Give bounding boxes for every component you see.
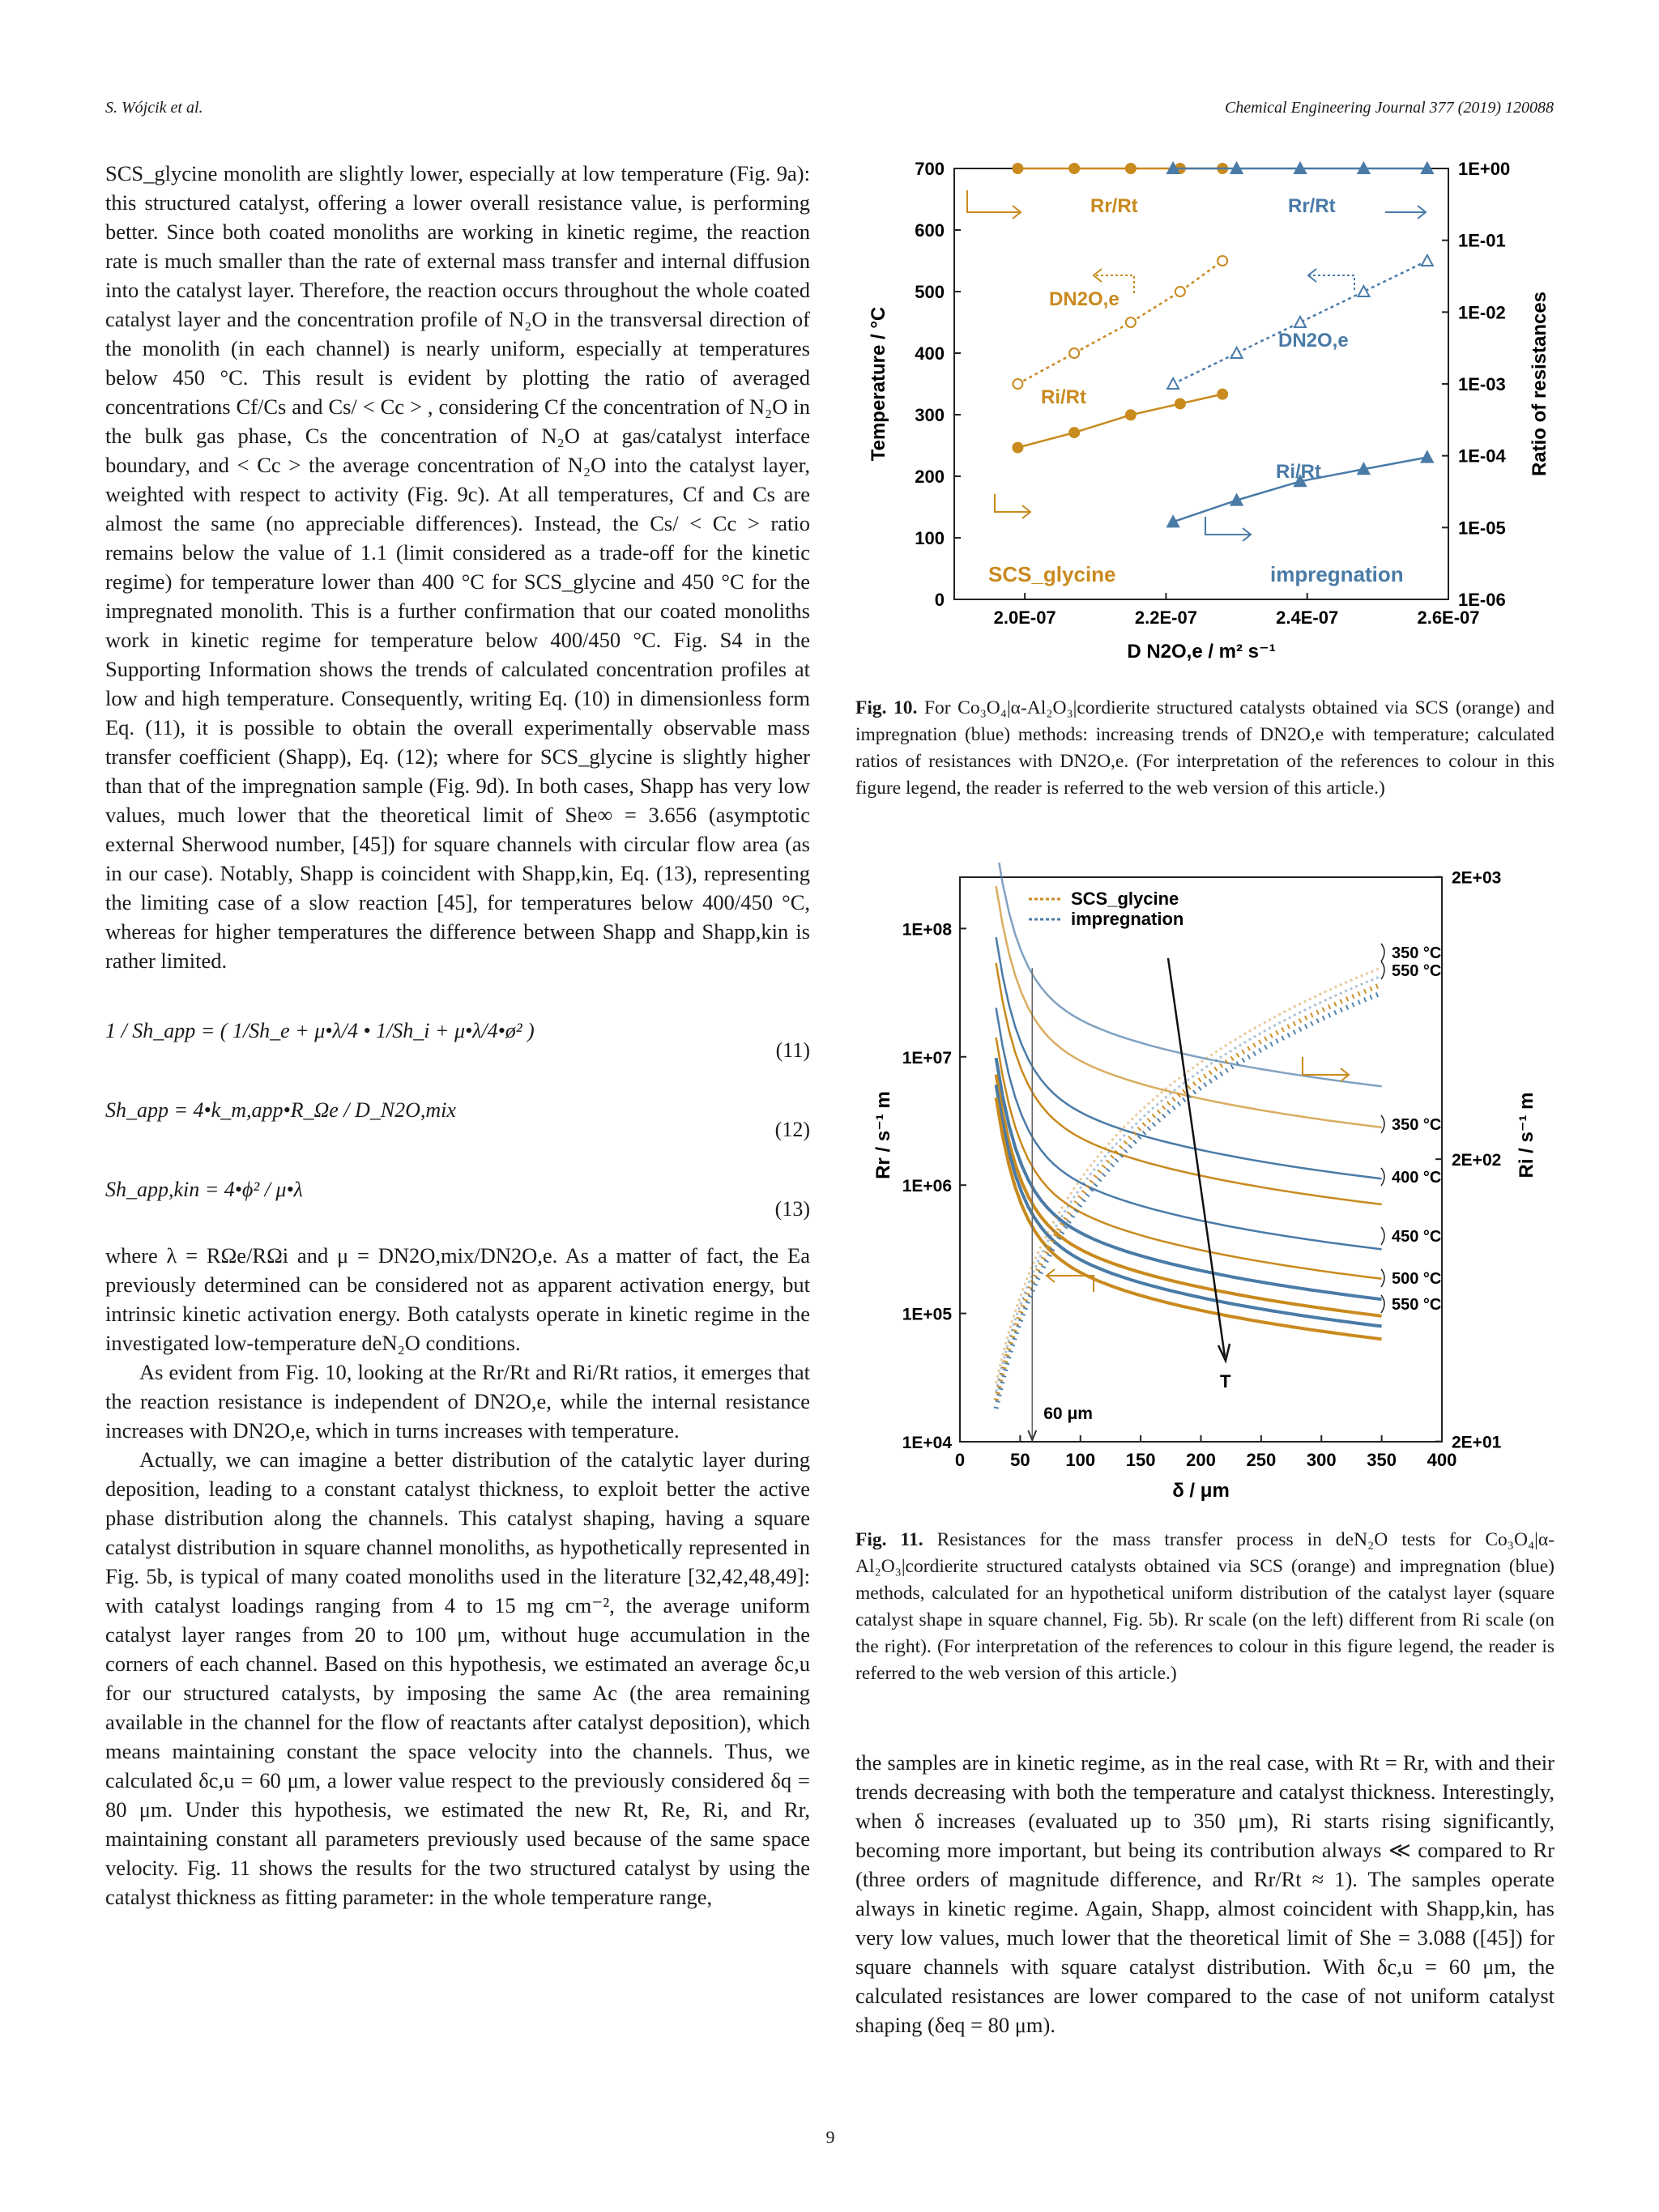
series-line xyxy=(1017,261,1222,384)
fig10-caption-text: For Co₃O₄|α-Al₂O₃|cordierite structured catalysts obtained via SCS (orange) and impregnation (blue) methods: increasing trends of DN2O,e with temperature; calculated ratios of resistances with DN2O,e. (For interpretation of the references to colour in this figure legend, the reader is referred to the web version of this article.) xyxy=(855,697,1555,799)
x-tick-label: 2.0E-07 xyxy=(993,607,1056,628)
chart-annotation: Ri/Rt xyxy=(1041,386,1086,408)
y-left-tick-label: 1E+04 xyxy=(902,1434,952,1452)
data-point xyxy=(1069,428,1079,437)
x-tick-label: 2.4E-07 xyxy=(1276,607,1339,628)
x-tick-label: 100 xyxy=(1065,1450,1096,1470)
y-right-tick-label: 1E-04 xyxy=(1458,445,1506,467)
chart-annotation: DN2O,e xyxy=(1278,330,1349,352)
equation-13 xyxy=(105,1150,810,1230)
temperature-label: 350 °C xyxy=(1392,944,1442,962)
rr-curve xyxy=(996,1085,1382,1326)
fig11-caption-text: Resistances for the mass transfer process in deN₂O tests for Co₃O₄|α-Al₂O₃|cordierite structured catalysts obtained via SCS (orange) and impregnation (blue) methods, calculated for an hypothetical uniform distribution of the catalyst layer (square catalyst shape in square channel, Fig. 5b). Rr scale (on the left) different from Ri scale (on the right). (For interpretation of the references to colour in this figure legend, the reader is referred to the web version of this article.) xyxy=(855,1529,1555,1684)
x-tick-label: 300 xyxy=(1306,1450,1337,1470)
y-left-axis-label: Rr / s⁻¹ m xyxy=(872,1091,894,1179)
y-right-tick-label: 2E+01 xyxy=(1452,1433,1502,1452)
data-point xyxy=(1231,347,1243,358)
label-brace xyxy=(1381,1227,1384,1245)
paragraph-3: As evident from Fig. 10, looking at the Rr/Rt and Ri/Rt ratios, it emerges that the reaction resistance is independent of DN2O,e, while the internal resistance increases with DN2O,e, which in turns increases with temperature. xyxy=(105,1360,810,1443)
eq11-rhs: = ( 1/Sh_e + μ•λ/4 • 1/Sh_i + μ•λ/4•ø² ) xyxy=(200,1019,535,1042)
equation-11 xyxy=(105,991,810,1071)
data-point xyxy=(1218,256,1227,266)
figure-11 xyxy=(859,863,1539,1527)
figure-10 xyxy=(859,154,1555,688)
data-point xyxy=(1175,399,1185,408)
chart-annotation: Rr/Rt xyxy=(1090,195,1138,217)
y-left-tick-label: 1E+05 xyxy=(902,1305,952,1324)
data-point xyxy=(1069,348,1079,358)
x-tick-label: 400 xyxy=(1427,1450,1457,1470)
chart-annotation: 60 μm xyxy=(1043,1404,1093,1423)
y-left-tick-label: 400 xyxy=(915,343,945,364)
left-column xyxy=(105,159,810,1912)
chart-annotation: Ri/Rt xyxy=(1276,461,1321,483)
eq11-lhs: 1 / Sh_app xyxy=(105,1019,196,1042)
eq13-lhs: Sh_app,kin xyxy=(105,1178,200,1201)
y-left-tick-label: 1E+08 xyxy=(902,920,952,940)
y-right-tick-label: 1E-03 xyxy=(1458,374,1506,394)
y-right-tick-label: 1E-02 xyxy=(1458,302,1506,323)
y-left-tick-label: 200 xyxy=(915,467,945,487)
chart-annotation: DN2O,e xyxy=(1049,288,1120,310)
data-point xyxy=(1013,443,1022,453)
fig10-caption-label: Fig. 10. xyxy=(855,697,918,718)
data-point xyxy=(1013,164,1022,173)
paragraph-1: SCS_glycine monolith are slightly lower, especially at low temperature (Fig. 9a): this structured catalyst, offering a lower overall resistance value, is performing better. Since both coated monoliths are working in kinetic regime, the reaction rate is much smaller than the rate of external mass transfer and internal diffusion into the catalyst layer. Therefore, the reaction occurs throughout the whole coated catalyst layer and the concentration profile of N₂O in the transversal direction of the monolith (in each channel) is nearly uniform, especially at temperatures below 450 °C. This result is evident by plotting the ratio of averaged concentrations Cf/Cs and Cs/ < Cc > , considering Cf the concentration of N₂O in the bulk gas phase, Cs the concentration of N₂O at gas/catalyst interface boundary, and < Cc > the average concentration of N₂O into the catalyst layer, weighted with respect to activity (Fig. 9c). At all temperatures, Cf and Cs are almost the same (no appreciable differences). Instead, the Cs/ < Cc > ratio remains below the value of 1.1 (limit considered as a trade-off for the kinetic regime) for temperature lower than 400 °C for SCS_glycine and 450 °C for the impregnated monolith. This is a further confirmation that our coated monoliths work in kinetic regime for temperature below 400/450 °C. Fig. S4 in the Supporting Information shows the trends of calculated concentration profiles at low and high temperature. Consequently, writing Eq. (10) in dimensionless form Eq. (11), it is possible to obtain the overall experimentally observable mass transfer coefficient (Shapp), Eq. (12); where for SCS_glycine is slightly higher than that of the impregnation sample (Fig. 9d). In both cases, Shapp has very low values, much lower that the theoretical limit of She∞ = 3.656 (asymptotic external Sherwood number, [45]) for square channels with circular flow area (as in our case). Notably, Shapp is coincident with Shapp,kin, Eq. (13), representing the limiting case of a slow reaction [45], for temperatures below 400/450 °C, whereas for higher temperatures the difference between Shapp and Shapp,kin is rather limited. xyxy=(105,161,810,973)
y-right-tick-label: 2E+03 xyxy=(1452,868,1502,888)
data-point xyxy=(1069,164,1079,173)
y-right-tick-label: 1E+00 xyxy=(1458,159,1511,179)
y-left-axis-label: Temperature / °C xyxy=(868,306,889,462)
paragraph-5: the samples are in kinetic regime, as in the real case, with Rt = Rr, with and their trends decreasing with both the temperature and catalyst thickness. Interestingly, when δ increases (evaluated up to 350 μm), Ri starts rising significantly, becoming more important, but being its contribution always ≪ compared to Rr (three orders of magnitude difference, and Rr/Rt ≈ 1). The samples operate always in kinetic regime. Again, Shapp, almost coincident with Shapp,kin, has very low values, much lower that the theoretical limit of She = 3.088 ([45]) for square channels with square catalyst distribution. With δc,u = 60 μm, the calculated resistances are lower compared to the case of not uniform catalyst shaping (δeq = 80 μm). xyxy=(855,1750,1555,2037)
y-left-tick-label: 1E+07 xyxy=(902,1048,952,1068)
x-tick-label: 2.6E-07 xyxy=(1417,607,1480,628)
y-left-tick-label: 700 xyxy=(915,159,945,179)
data-point xyxy=(1175,287,1185,296)
eq13-rhs: = 4•ϕ² / μ•λ xyxy=(204,1178,303,1201)
legend-label: SCS_glycine xyxy=(1071,889,1179,909)
temperature-label: 350 °C xyxy=(1392,1116,1442,1134)
fig11-caption-label: Fig. 11. xyxy=(855,1529,923,1550)
temperature-label: 550 °C xyxy=(1392,1296,1442,1314)
data-point xyxy=(1358,286,1369,296)
data-point xyxy=(1294,317,1306,327)
ri-curve xyxy=(996,976,1382,1392)
arrow-left-axis xyxy=(967,190,1021,212)
y-right-axis-label: Ratio of resistances xyxy=(1529,291,1550,477)
x-axis-label: D N2O,e / m² s⁻¹ xyxy=(1127,641,1276,663)
data-point xyxy=(1126,164,1136,173)
y-right-tick-label: 1E-06 xyxy=(1458,590,1506,610)
x-tick-label: 2.2E-07 xyxy=(1134,607,1197,628)
y-right-tick-label: 2E+02 xyxy=(1452,1151,1502,1170)
arrow-left-axis xyxy=(1308,275,1354,290)
page-number: 9 xyxy=(825,2127,835,2147)
data-point xyxy=(1167,378,1179,389)
chart-annotation: impregnation xyxy=(1270,562,1404,586)
data-point xyxy=(1422,255,1433,266)
y-left-tick-label: 500 xyxy=(915,282,945,302)
eq12-lhs: Sh_app xyxy=(105,1098,168,1122)
rr-curve xyxy=(996,963,1382,1204)
x-tick-label: 50 xyxy=(1010,1450,1030,1470)
temperature-label: 450 °C xyxy=(1392,1228,1442,1246)
y-left-tick-label: 600 xyxy=(915,220,945,241)
plot-frame xyxy=(954,168,1448,599)
ri-curve xyxy=(996,984,1382,1400)
chart-annotation: SCS_glycine xyxy=(988,562,1116,586)
figure-11-chart xyxy=(859,863,1539,1527)
label-brace xyxy=(1381,961,1384,979)
data-point xyxy=(1013,379,1022,389)
temperature-label: 400 °C xyxy=(1392,1169,1442,1187)
y-right-axis-label: Ri / s⁻¹ m xyxy=(1516,1092,1537,1178)
y-left-tick-label: 100 xyxy=(915,528,945,548)
temperature-label: 500 °C xyxy=(1392,1270,1442,1288)
legend-label: impregnation xyxy=(1071,909,1184,929)
figure-10-caption xyxy=(855,695,1555,802)
x-tick-label: 0 xyxy=(954,1450,966,1470)
right-column-text xyxy=(855,1748,1555,2039)
data-point xyxy=(1422,452,1433,462)
header-authors: S. Wójcik et al. xyxy=(105,99,203,117)
eq12-number: (12) xyxy=(774,1118,810,1141)
arrow-left-axis xyxy=(1047,1276,1094,1292)
x-axis-label: δ / μm xyxy=(1172,1480,1230,1502)
paragraph-4: Actually, we can imagine a better distribution of the catalytic layer during deposition, leading to a constant catalyst thickness, to exploit better the active phase distribution along the channels. This catalyst shaping, having a square catalyst distribution in square channel monoliths, as hypothetically represented in Fig. 5b, is typical of many coated monoliths used in the literature [32,42,48,49]: with catalyst loadings ranging from 4 to 15 mg cm⁻², the average uniform catalyst layer ranges from 20 to 100 μm, without huge accumulation in the corners of each channel. Based on this hypothesis, we estimated an average δc,u for our structured catalysts, by imposing the same Ac (the area remaining available in the channel for the flow of reactants after catalyst deposition), which means maintaining constant the space velocity into the channels. Thus, we calculated δc,u = 60 μm, a lower value respect to the previously considered δq = 80 μm. Under this hypothesis, we estimated the new Rt, Re, Ri, and Rr, maintaining constant all parameters previously used because of the same space velocity. Fig. 11 shows the results for the two structured catalyst by using the catalyst thickness as fitting parameter: in the whole temperature range, xyxy=(105,1447,810,1909)
rr-curve xyxy=(996,886,1382,1127)
y-right-tick-label: 1E-01 xyxy=(1458,230,1506,251)
eq13-number: (13) xyxy=(774,1197,810,1221)
arrow-right-axis xyxy=(995,494,1030,512)
y-left-tick-label: 1E+06 xyxy=(902,1177,952,1196)
arrow-right-axis xyxy=(1205,517,1251,535)
header-journal: Chemical Engineering Journal 377 (2019) 120088 xyxy=(1224,99,1554,117)
label-brace xyxy=(1381,1168,1384,1186)
rr-curve xyxy=(996,937,1382,1178)
equations xyxy=(105,991,810,1230)
data-point xyxy=(1218,390,1227,399)
chart-annotation: T xyxy=(1220,1371,1231,1392)
x-tick-label: 200 xyxy=(1186,1450,1216,1470)
y-left-tick-label: 0 xyxy=(934,590,945,610)
temperature-label: 550 °C xyxy=(1392,962,1442,980)
arrow-right-axis xyxy=(1303,1057,1349,1075)
paragraph-2: where λ = RΩe/RΩi and μ = DN2O,mix/DN2O,e. As a matter of fact, the Ea previously determined can be considered not as apparent activation energy, but intrinsic kinetic activation energy. Both catalysts operate in kinetic regime in the investigated low-temperature deN₂O conditions. xyxy=(105,1243,810,1355)
figure-10-chart xyxy=(859,154,1555,688)
x-tick-label: 150 xyxy=(1125,1450,1156,1470)
data-point xyxy=(1126,410,1136,420)
eq11-number: (11) xyxy=(775,1038,810,1062)
y-right-tick-label: 1E-05 xyxy=(1458,518,1506,539)
x-tick-label: 250 xyxy=(1246,1450,1277,1470)
figure-11-caption xyxy=(855,1527,1555,1687)
chart-annotation: Rr/Rt xyxy=(1288,195,1336,217)
x-tick-label: 350 xyxy=(1367,1450,1397,1470)
y-left-tick-label: 300 xyxy=(915,405,945,425)
label-brace xyxy=(1381,1115,1384,1133)
label-brace xyxy=(1381,944,1384,961)
ri-curve xyxy=(996,968,1382,1383)
equation-12 xyxy=(105,1071,810,1150)
rr-curve xyxy=(996,863,1382,1086)
data-point xyxy=(1126,318,1136,327)
eq12-rhs: = 4•k_m,app•R_Ωe / D_N2O,mix xyxy=(173,1098,456,1122)
